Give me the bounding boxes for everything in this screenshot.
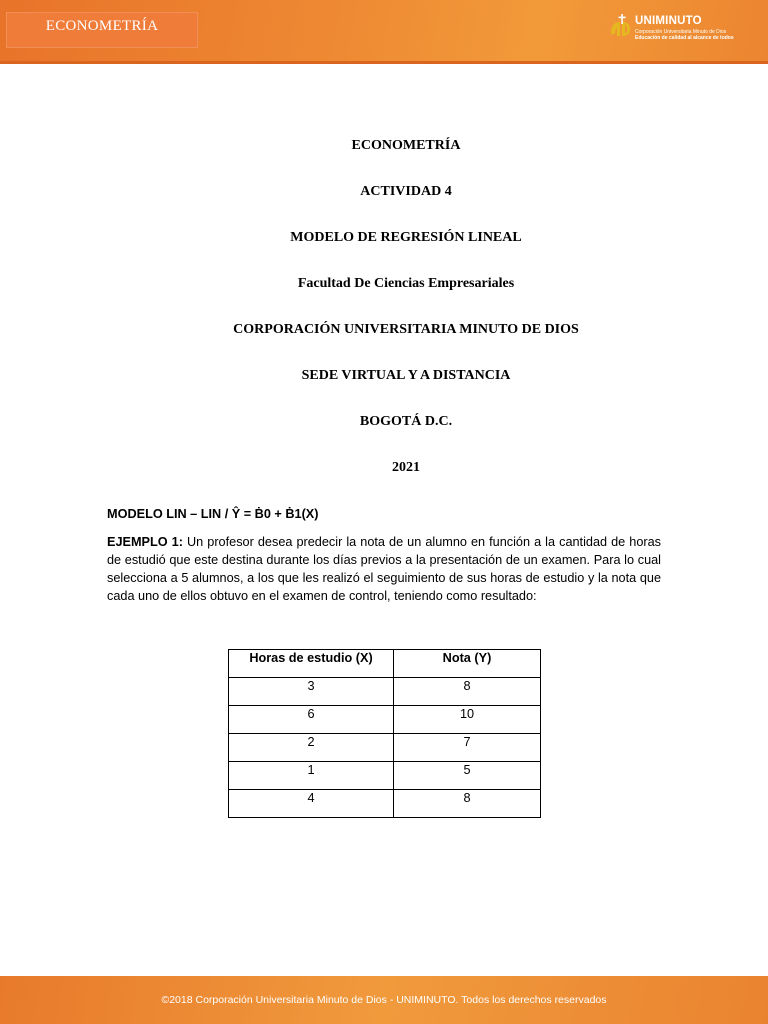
page-header <box>0 0 768 64</box>
cover-course-title: ECONOMETRÍA <box>351 138 461 153</box>
uniminuto-logo-icon <box>608 12 636 44</box>
table-row <box>229 678 541 706</box>
page-footer <box>0 976 768 1024</box>
cover-year: 2021 <box>392 460 420 475</box>
table-cell-x: 4 <box>229 790 394 818</box>
example-paragraph <box>107 533 661 605</box>
header-course-label: ECONOMETRÍA <box>45 18 159 34</box>
table-header-x: Horas de estudio (X) <box>229 650 394 678</box>
cover-university: CORPORACIÓN UNIVERSITARIA MINUTO DE DIOS <box>233 322 579 337</box>
cover-faculty: Facultad De Ciencias Empresariales <box>297 276 515 291</box>
logo-subtitle: Corporación Universitaria Minuto de Dios <box>635 29 727 35</box>
table-cell-y: 5 <box>394 762 541 790</box>
table-header-y: Nota (Y) <box>394 650 541 678</box>
table-row <box>229 706 541 734</box>
header-course-tab <box>6 12 198 48</box>
table-cell-y: 8 <box>394 790 541 818</box>
table-cell-x: 3 <box>229 678 394 706</box>
model-heading: MODELO LIN – LIN / Ŷ = Ḃ0 + Ḃ1(X) <box>107 507 319 521</box>
cover-activity: ACTIVIDAD 4 <box>360 184 452 199</box>
footer-copyright: ©2018 Corporación Universitaria Minuto de Dios - UNIMINUTO. Todos los derechos reservados <box>161 994 607 1006</box>
example-label: EJEMPLO 1: <box>107 535 183 549</box>
cover-topic: MODELO DE REGRESIÓN LINEAL <box>290 230 522 245</box>
table-cell-y: 10 <box>394 706 541 734</box>
table-row <box>229 790 541 818</box>
table-row <box>229 734 541 762</box>
data-table <box>228 649 541 818</box>
table-header-row <box>229 650 541 678</box>
table-cell-y: 8 <box>394 678 541 706</box>
cover-city: BOGOTÁ D.C. <box>359 414 453 429</box>
table-cell-x: 2 <box>229 734 394 762</box>
table-cell-y: 7 <box>394 734 541 762</box>
table-row <box>229 762 541 790</box>
cover-campus: SEDE VIRTUAL Y A DISTANCIA <box>301 368 511 383</box>
logo-name: UNIMINUTO <box>635 15 702 27</box>
uniminuto-logo <box>608 12 738 44</box>
example-text: Un profesor desea predecir la nota de un alumno en función a la cantidad de horas de estudió que este destina durante los días previos a la presentación de un examen. Para lo cual selecciona a 5 alumnos, a los que les realizó el seguimiento de sus horas de estudio y la nota que cada uno de ellos obtuvo en el examen de control, teniendo como resultado: <box>107 535 662 603</box>
table-cell-x: 1 <box>229 762 394 790</box>
table-cell-x: 6 <box>229 706 394 734</box>
logo-tagline: Educación de calidad al alcance de todos <box>635 35 734 41</box>
